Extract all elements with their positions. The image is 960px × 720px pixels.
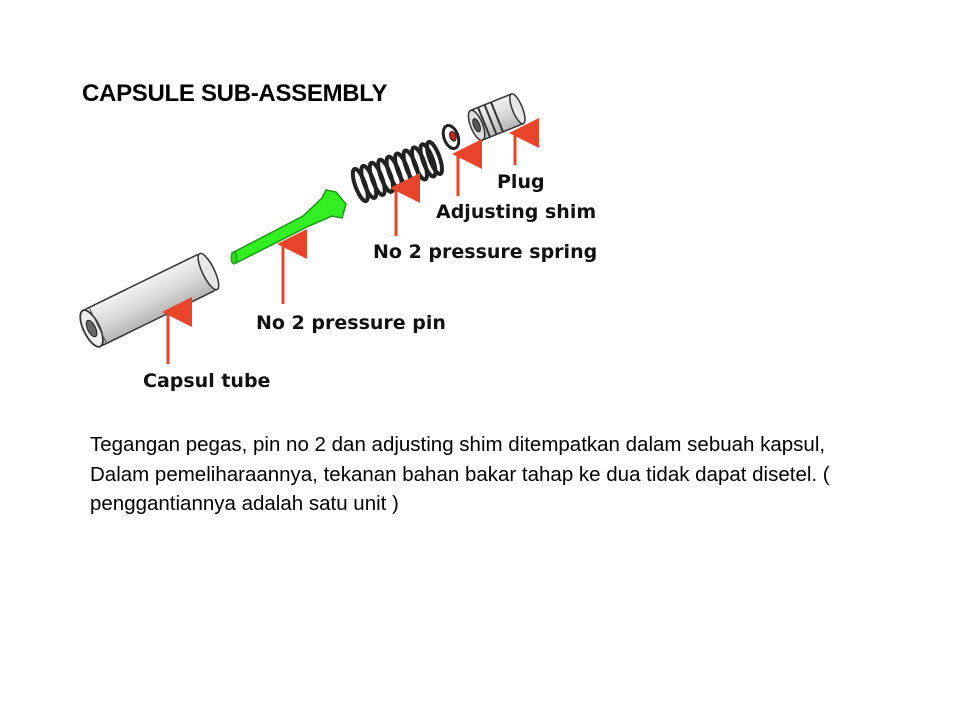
capsul-tube-part	[76, 251, 223, 350]
adjusting-shim-label: Adjusting shim	[436, 201, 597, 223]
description-line-2: Dalam pemeliharaannya, tekanan bahan bakar tahap ke dua tidak dapat disetel. ( penggantiannya adalah satu unit )	[90, 462, 830, 515]
plug-label: Plug	[497, 171, 545, 193]
pressure-pin-part	[231, 190, 346, 264]
pressure-pin-label: No 2 pressure pin	[256, 312, 446, 334]
pressure-spring-label: No 2 pressure spring	[373, 241, 598, 263]
capsul-tube-label: Capsul tube	[143, 370, 271, 392]
plug-part	[465, 92, 528, 142]
diagram-title: CAPSULE SUB-ASSEMBLY	[82, 80, 388, 107]
adjusting-shim-part	[440, 123, 461, 150]
description-line-1: Tegangan pegas, pin no 2 dan adjusting shim ditempatkan dalam sebuah kapsul,	[90, 433, 826, 456]
description-text	[90, 430, 890, 519]
